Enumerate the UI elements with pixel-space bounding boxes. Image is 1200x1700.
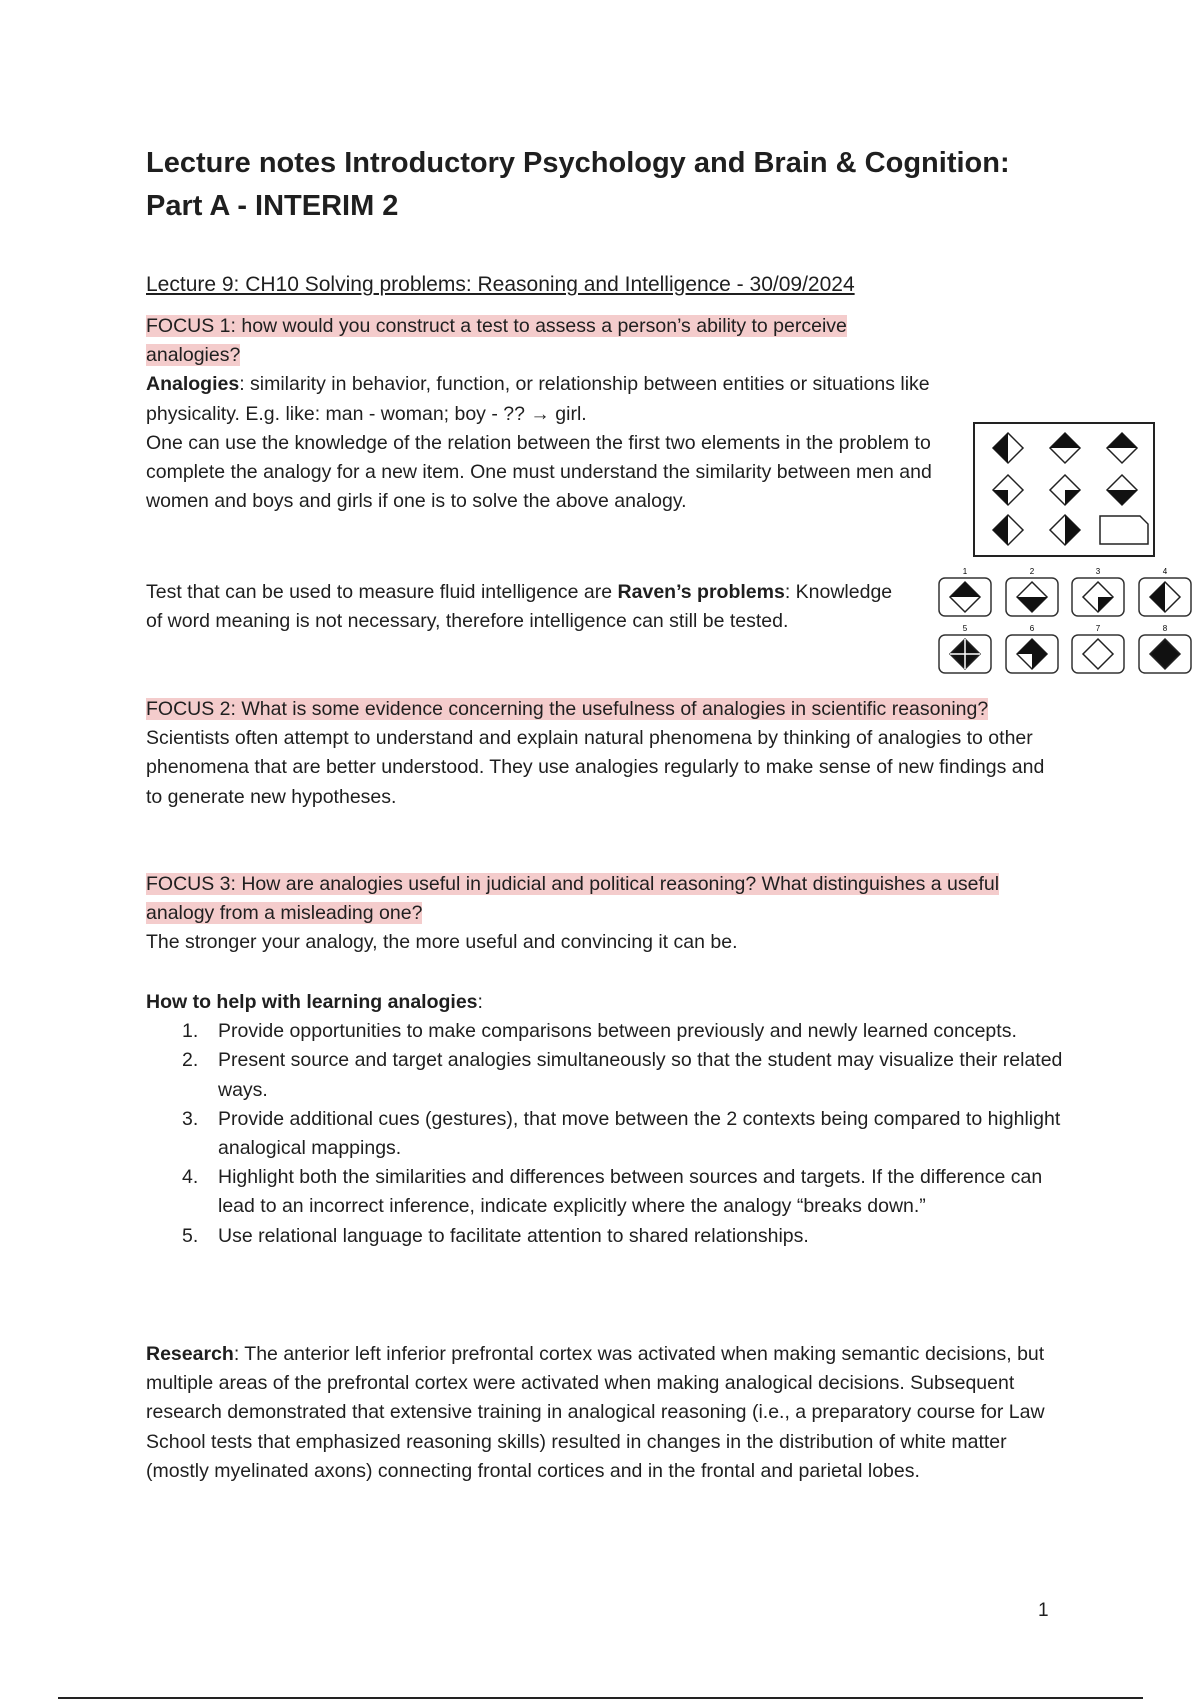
focus2-answer: Scientists often attempt to understand and explain natural phenomena by thinking of analogies to other phenomena that are better understood. They use analogies regularly to make sense of new findings and to generate new hypotheses. <box>146 727 1045 808</box>
lecture-heading: Lecture 9: CH10 Solving problems: Reasoning and Intelligence - 30/09/2024 <box>146 273 855 296</box>
research-text: : The anterior left inferior prefrontal cortex was activated when making semantic decisions, but multiple areas of the prefrontal cortex were activated when making analogical decisions. Subsequent research demonstrated that extensive training in analogical reasoning (i.e., a preparatory course for Law School tests that emphasized reasoning skills) resulted in changes in the distribution of white matter (mostly myelinated axons) connecting frontal cortices and in the frontal and parietal lobes. <box>146 1343 1045 1482</box>
list-item: 3. Provide additional cues (gestures), that move between the 2 contexts being compared to highlight analogical mappings. <box>182 1107 1061 1160</box>
option-number: 7 <box>1095 624 1101 633</box>
focus2-section <box>146 695 1046 812</box>
option-number: 1 <box>962 567 968 576</box>
help-list <box>146 1017 1066 1251</box>
analogies-term: Analogies <box>146 373 240 396</box>
research-section <box>146 1340 1061 1486</box>
raven-paragraph: Test that can be used to measure fluid intelligence are Raven’s problems: Knowledge of word meaning is not necessary, therefore intelligence can still be tested. <box>146 581 893 633</box>
raven-term: Raven’s problems <box>617 581 785 603</box>
option-number: 2 <box>1029 567 1035 576</box>
focus3-answer: The stronger your analogy, the more useful and convincing it can be. <box>146 931 738 954</box>
document-title: Lecture notes Introductory Psychology and Brain & Cognition: Part A - INTERIM 2 <box>146 147 1010 222</box>
focus2-question: FOCUS 2: What is some evidence concerning the usefulness of analogies in scientific reasoning? <box>146 698 989 720</box>
list-item: 4. Highlight both the similarities and differences between sources and targets. If the difference can lead to an incorrect inference, indicate explicitly where the analogy “breaks down.” <box>182 1166 1043 1218</box>
help-section: How to help with learning analogies: 1. Provide opportunities to make comparisons between previously and newly learned concepts. 2. Present source and target analogies simultaneously so that the student may visualize their related ways. 3. Provide additional cues (gestures), that move between the 2 contexts being compared to highlight analogical mappings. 4. Highlight both the similarities and differences between sources and targets. If the difference can lead to an incorrect inference, indicate explicitly where the analogy “breaks down.” 5. Use relational language to facilitate attention to shared relationships. <box>146 988 1066 1251</box>
focus3-section <box>146 870 1066 958</box>
footer-divider <box>58 1697 1143 1699</box>
option-number: 8 <box>1162 624 1168 633</box>
page-number: 1 <box>1038 1600 1049 1621</box>
option-number: 6 <box>1029 624 1035 633</box>
analogies-explanation: One can use the knowledge of the relation between the first two elements in the problem to complete the analogy for a new item. One must understand the similarity between men and women and boys and girls if one is to solve the above analogy. <box>146 431 932 513</box>
raven-answer-options <box>935 564 1197 679</box>
list-item: 5. Use relational language to facilitate attention to shared relationships. <box>182 1224 809 1247</box>
option-number: 4 <box>1162 567 1168 576</box>
focus1-section <box>146 312 946 516</box>
list-item: 2. Present source and target analogies simultaneously so that the student may visualize their related ways. <box>182 1049 1063 1101</box>
raven-matrix-figure <box>970 420 1160 560</box>
option-number: 3 <box>1095 567 1101 576</box>
research-term: Research <box>146 1343 234 1365</box>
focus3-question: FOCUS 3: How are analogies useful in judicial and political reasoning? What distinguishes a useful analogy from a misleading one? <box>146 873 1000 925</box>
option-number: 5 <box>962 624 968 633</box>
analogies-definition: Analogies: similarity in behavior, function, or relationship between entities or situations like physicality. E.g. like: man - woman; boy - ?? → girl. <box>146 373 930 425</box>
help-heading: How to help with learning analogies <box>146 991 478 1013</box>
focus1-question: FOCUS 1: how would you construct a test to assess a person’s ability to perceive analogies? <box>146 315 847 367</box>
list-item: 1. Provide opportunities to make comparisons between previously and newly learned concepts. <box>182 1020 1017 1043</box>
